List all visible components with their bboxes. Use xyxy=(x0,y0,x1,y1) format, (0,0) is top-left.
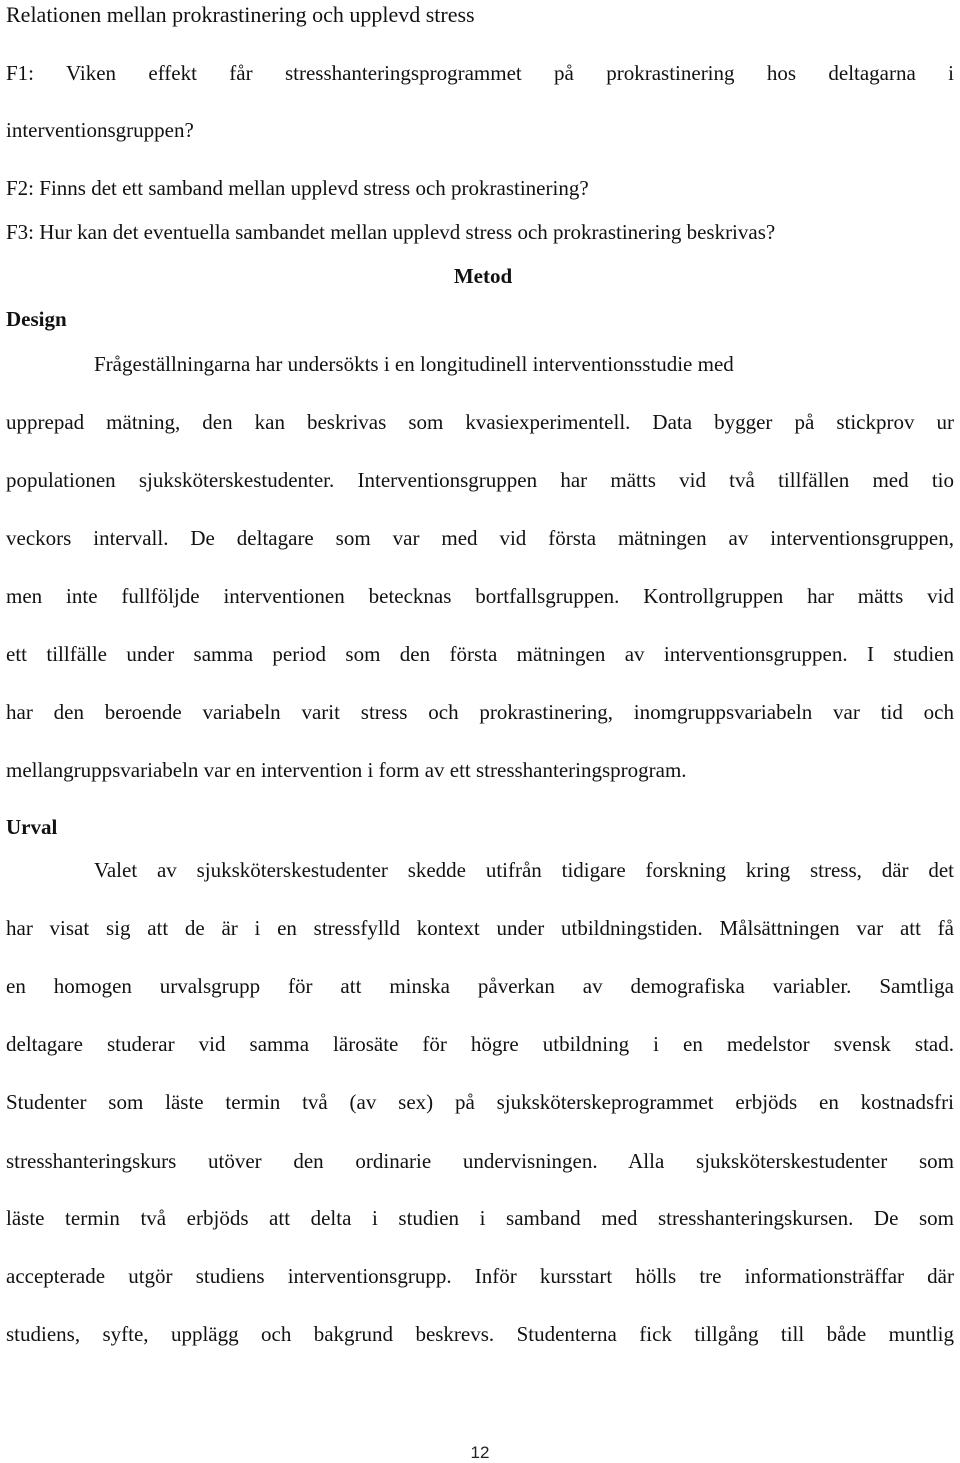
urval-line: studiens, syfte, upplägg och bakgrund beskrevs. Studenterna fick tillgång till både muntlig xyxy=(6,1322,954,1346)
question-f1-line2: interventionsgruppen? xyxy=(6,118,194,142)
urval-line: en homogen urvalsgrupp för att minska påverkan av demografiska variabler. Samtliga xyxy=(6,974,954,998)
design-line: upprepad mätning, den kan beskrivas som kvasiexperimentell. Data bygger på stickprov ur xyxy=(6,410,954,434)
question-f3: F3: Hur kan det eventuella sambandet mellan upplevd stress och prokrastinering beskrivas? xyxy=(6,220,776,244)
page-number: 12 xyxy=(470,1443,490,1462)
urval-line: läste termin två erbjöds att delta i studien i samband med stresshanteringskursen. De som xyxy=(6,1206,954,1230)
urval-line: accepterade utgör studiens interventionsgrupp. Inför kursstart hölls tre informationsträffar där xyxy=(6,1264,954,1288)
urval-line: har visat sig att de är i en stressfylld kontext under utbildningstiden. Målsättningen var att få xyxy=(6,916,954,940)
design-line: har den beroende variabeln varit stress och prokrastinering, inomgruppsvariabeln var tid och xyxy=(6,700,954,724)
question-f2: F2: Finns det ett samband mellan upplevd stress och prokrastinering? xyxy=(6,176,589,200)
design-line: men inte fullföljde interventionen betecknas bortfallsgruppen. Kontrollgruppen har mätts vid xyxy=(6,584,954,608)
question-f1-line1: F1: Viken effekt får stresshanteringsprogrammet på prokrastinering hos deltagarna i xyxy=(6,61,954,85)
design-line: veckors intervall. De deltagare som var med vid första mätningen av interventionsgruppen, xyxy=(6,526,954,550)
urval-line: deltagare studerar vid samma lärosäte för högre utbildning i en medelstor svensk stad. xyxy=(6,1032,954,1056)
design-line: Frågeställningarna har undersökts i en longitudinell interventionsstudie med xyxy=(94,352,734,376)
document-title: Relationen mellan prokrastinering och upplevd stress xyxy=(6,2,475,27)
design-line: ett tillfälle under samma period som den första mätningen av interventionsgruppen. I studien xyxy=(6,642,954,666)
section-heading-metod: Metod xyxy=(453,264,513,288)
urval-line: Studenter som läste termin två (av sex) på sjuksköterskeprogrammet erbjöds en kostnadsfri xyxy=(6,1090,954,1114)
urval-line: Valet av sjuksköterskestudenter skedde utifrån tidigare forskning kring stress, där det xyxy=(94,858,954,882)
design-line: populationen sjuksköterskestudenter. Interventionsgruppen har mätts vid två tillfällen med tio xyxy=(6,468,954,492)
urval-heading: Urval xyxy=(6,815,58,839)
urval-line: stresshanteringskurs utöver den ordinarie undervisningen. Alla sjuksköterskestudenter som xyxy=(6,1149,954,1173)
design-heading: Design xyxy=(6,307,67,331)
design-line: mellangruppsvariabeln var en intervention i form av ett stresshanteringsprogram. xyxy=(6,758,687,782)
